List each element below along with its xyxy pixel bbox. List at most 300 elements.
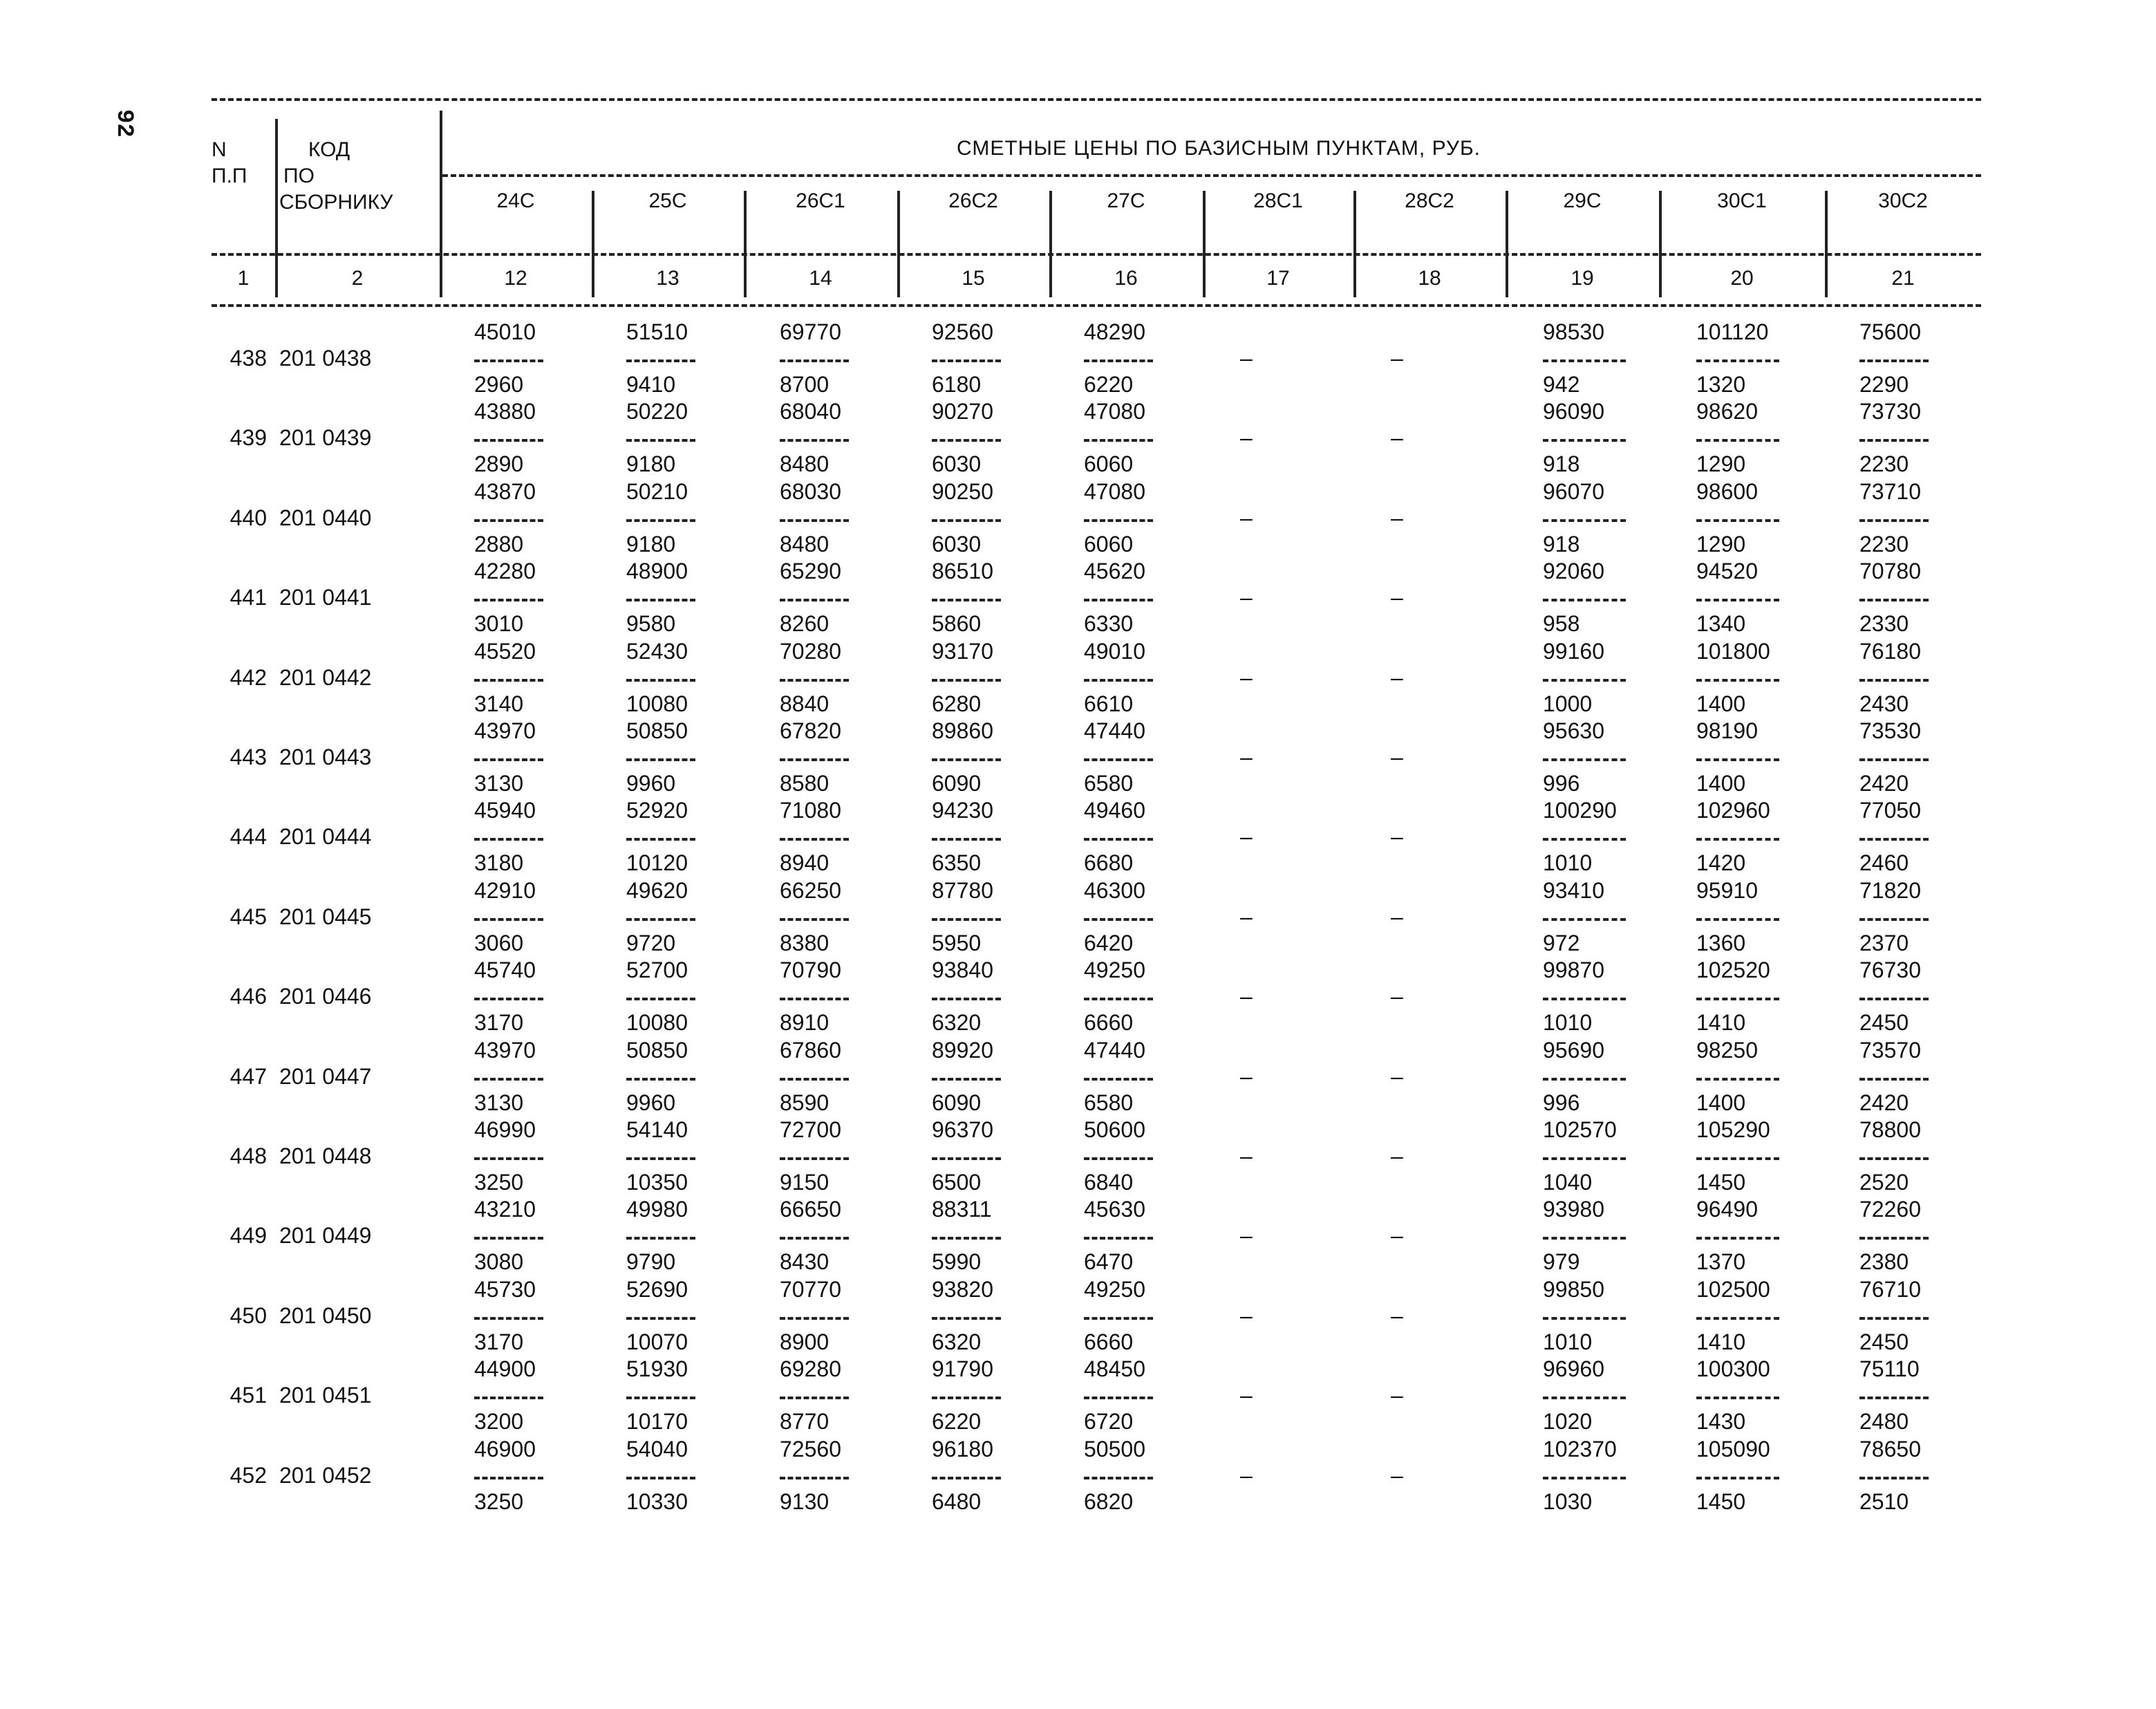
fraction-rule (474, 918, 543, 921)
transport-cost-value: 8480 (780, 451, 829, 477)
fraction-rule (932, 679, 1001, 682)
fraction-rule (626, 439, 695, 442)
row-number: 444 (229, 824, 267, 850)
row-number: 441 (229, 585, 267, 610)
column-number: 21 (1891, 267, 1915, 290)
transport-cost-value: 8580 (780, 771, 829, 796)
price-value: 98530 (1543, 319, 1604, 344)
fraction-rule (1859, 519, 1929, 522)
empty-price-dash: – (1391, 904, 1403, 929)
transport-cost-value: 2960 (474, 372, 524, 397)
price-value: 48900 (626, 559, 688, 584)
transport-cost-value: 1010 (1543, 850, 1593, 876)
price-column-header: 24С (496, 189, 535, 212)
price-value: 105290 (1696, 1117, 1770, 1142)
row-number: 452 (229, 1462, 267, 1488)
price-value: 92060 (1543, 559, 1604, 584)
transport-cost-value: 3060 (474, 930, 524, 955)
row-number: 447 (229, 1063, 267, 1089)
column-number: 19 (1571, 267, 1594, 290)
transport-cost-value: 979 (1543, 1249, 1580, 1275)
fraction-rule (1543, 1237, 1626, 1240)
code-label-line3: СБОРНИКУ (279, 191, 393, 214)
num-label-line1: N (212, 138, 227, 161)
fraction-rule (1543, 838, 1626, 841)
price-value: 50850 (626, 718, 688, 743)
column-number: 15 (962, 267, 985, 290)
fraction-rule (1084, 1078, 1153, 1081)
price-value: 46900 (474, 1436, 536, 1461)
fraction-rule (474, 519, 543, 522)
price-value: 98600 (1696, 478, 1758, 504)
empty-price-dash: – (1240, 585, 1253, 610)
price-value: 65290 (780, 559, 841, 584)
price-value: 105090 (1696, 1436, 1770, 1461)
row-number: 445 (229, 904, 267, 929)
price-column-header: 28С1 (1253, 189, 1303, 212)
price-value: 45940 (474, 798, 536, 823)
transport-cost-value: 6030 (932, 531, 982, 557)
empty-price-dash: – (1240, 1063, 1253, 1089)
price-column-header: 25С (648, 189, 687, 212)
price-value: 52920 (626, 798, 688, 823)
fraction-rule (1859, 1157, 1929, 1160)
empty-price-dash: – (1391, 1063, 1403, 1089)
empty-price-dash: – (1391, 1302, 1403, 1328)
transport-cost-value: 6420 (1084, 930, 1134, 955)
transport-cost-value: 6480 (932, 1488, 982, 1514)
fraction-rule (626, 1237, 695, 1240)
transport-cost-value: 6660 (1084, 1010, 1134, 1036)
empty-price-dash: – (1240, 1302, 1253, 1328)
transport-cost-value: 6840 (1084, 1170, 1134, 1195)
price-value: 93980 (1543, 1197, 1604, 1222)
transport-cost-value: 1430 (1696, 1409, 1746, 1435)
price-value: 96370 (932, 1117, 993, 1142)
transport-cost-value: 6320 (932, 1010, 982, 1036)
transport-cost-value: 1320 (1696, 372, 1746, 397)
price-value: 70770 (780, 1276, 841, 1302)
fraction-rule (780, 439, 849, 442)
transport-cost-value: 8940 (780, 850, 829, 876)
fraction-rule (1859, 439, 1929, 442)
price-value: 50500 (1084, 1436, 1145, 1461)
fraction-rule (1543, 439, 1626, 442)
fraction-rule (1084, 918, 1153, 921)
price-value: 47440 (1084, 718, 1145, 743)
fraction-rule (474, 1397, 543, 1399)
price-value: 89920 (932, 1037, 993, 1063)
price-value: 50210 (626, 478, 688, 504)
price-column-header: 26С2 (948, 189, 998, 212)
transport-cost-value: 2880 (474, 531, 524, 557)
price-value: 72260 (1859, 1197, 1921, 1222)
empty-price-dash: – (1240, 745, 1253, 769)
fraction-rule (474, 1317, 543, 1320)
fraction-rule (1696, 439, 1779, 442)
fraction-rule (474, 1078, 543, 1081)
transport-cost-value: 1450 (1696, 1488, 1746, 1514)
fraction-rule (932, 1317, 1001, 1320)
transport-cost-value: 6090 (932, 1090, 982, 1115)
fraction-rule (1543, 998, 1626, 1000)
price-value: 46990 (474, 1117, 536, 1142)
transport-cost-value: 9720 (626, 930, 676, 955)
transport-cost-value: 9130 (780, 1488, 829, 1514)
price-value: 66650 (780, 1197, 841, 1222)
fraction-rule (1084, 679, 1153, 682)
fraction-rule (932, 439, 1001, 442)
transport-cost-value: 9580 (626, 611, 676, 637)
fraction-rule (1859, 359, 1929, 362)
row-number: 448 (229, 1143, 267, 1168)
price-value: 73730 (1859, 399, 1921, 424)
transport-cost-value: 5990 (932, 1249, 982, 1275)
price-value: 101800 (1696, 638, 1770, 664)
row-code: 201 0440 (279, 505, 372, 530)
fraction-rule (1696, 519, 1779, 522)
price-value: 75600 (1859, 319, 1921, 344)
fraction-rule (626, 679, 695, 682)
empty-price-dash: – (1240, 346, 1253, 371)
transport-cost-value: 2520 (1859, 1170, 1909, 1195)
price-value: 69770 (780, 319, 841, 344)
transport-cost-value: 6330 (1084, 611, 1134, 637)
price-value: 98250 (1696, 1037, 1758, 1063)
price-value: 73530 (1859, 718, 1921, 743)
transport-cost-value: 1290 (1696, 531, 1746, 557)
fraction-rule (626, 1157, 695, 1160)
transport-cost-value: 3010 (474, 611, 524, 637)
price-value: 70280 (780, 638, 841, 664)
fraction-rule (780, 519, 849, 522)
price-value: 48290 (1084, 319, 1145, 344)
price-value: 45520 (474, 638, 536, 664)
price-value: 76180 (1859, 638, 1921, 664)
price-value: 76710 (1859, 1276, 1921, 1302)
fraction-rule (1084, 1237, 1153, 1240)
empty-price-dash: – (1240, 664, 1253, 690)
transport-cost-value: 3170 (474, 1010, 524, 1036)
price-value: 49980 (626, 1197, 688, 1222)
empty-price-dash: – (1391, 824, 1403, 850)
price-value: 52430 (626, 638, 688, 664)
price-value: 99850 (1543, 1276, 1604, 1302)
price-value: 71080 (780, 798, 841, 823)
transport-cost-value: 8480 (780, 531, 829, 557)
transport-cost-value: 9790 (626, 1249, 676, 1275)
empty-price-dash: – (1391, 984, 1403, 1009)
price-value: 90250 (932, 478, 993, 504)
transport-cost-value: 1370 (1696, 1249, 1746, 1275)
transport-cost-value: 2290 (1859, 372, 1909, 397)
row-number: 443 (229, 745, 267, 769)
transport-cost-value: 1450 (1696, 1170, 1746, 1195)
column-number: 20 (1730, 267, 1754, 290)
transport-cost-value: 1400 (1696, 691, 1746, 716)
fraction-rule (1696, 1157, 1779, 1160)
fraction-rule (626, 519, 695, 522)
row-code: 201 0438 (279, 346, 372, 371)
fraction-rule (1084, 359, 1153, 362)
price-value: 90270 (932, 399, 993, 424)
price-value: 102520 (1696, 958, 1770, 983)
transport-cost-value: 8700 (780, 372, 829, 397)
fraction-rule (474, 998, 543, 1000)
price-value: 70790 (780, 958, 841, 983)
row-code: 201 0452 (279, 1462, 372, 1488)
fraction-rule (626, 359, 695, 362)
fraction-rule (932, 1477, 1001, 1479)
price-value: 52690 (626, 1276, 688, 1302)
price-value: 96180 (932, 1436, 993, 1461)
transport-cost-value: 2890 (474, 451, 524, 477)
fraction-rule (780, 758, 849, 761)
fraction-rule (626, 599, 695, 601)
price-value: 102960 (1696, 798, 1770, 823)
row-number: 439 (229, 425, 267, 451)
transport-cost-value: 3130 (474, 771, 524, 796)
price-value: 45740 (474, 958, 536, 983)
fraction-rule (1084, 599, 1153, 601)
fraction-rule (474, 1157, 543, 1160)
price-value: 96090 (1543, 399, 1604, 424)
empty-price-dash: – (1240, 1143, 1253, 1168)
price-value: 67860 (780, 1037, 841, 1063)
transport-cost-value: 10330 (626, 1488, 688, 1514)
transport-cost-value: 8900 (780, 1329, 829, 1354)
empty-price-dash: – (1391, 664, 1403, 690)
transport-cost-value: 1000 (1543, 691, 1593, 716)
price-value: 93840 (932, 958, 993, 983)
transport-cost-value: 1360 (1696, 930, 1746, 955)
row-code: 201 0441 (279, 585, 372, 610)
price-value: 43870 (474, 478, 536, 504)
transport-cost-value: 972 (1543, 930, 1580, 955)
column-number: 12 (504, 267, 527, 290)
transport-cost-value: 6500 (932, 1170, 982, 1195)
fraction-rule (1696, 1477, 1779, 1479)
price-value: 98190 (1696, 718, 1758, 743)
row-code: 201 0442 (279, 664, 372, 690)
price-value: 98620 (1696, 399, 1758, 424)
fraction-rule (1696, 918, 1779, 921)
price-value: 43210 (474, 1197, 536, 1222)
row-code: 201 0450 (279, 1302, 372, 1328)
transport-cost-value: 6660 (1084, 1329, 1134, 1354)
price-value: 100300 (1696, 1356, 1770, 1382)
row-code: 201 0444 (279, 824, 372, 850)
column-number: 13 (656, 267, 679, 290)
transport-cost-value: 1040 (1543, 1170, 1593, 1195)
transport-cost-value: 918 (1543, 531, 1580, 557)
empty-price-dash: – (1391, 1462, 1403, 1488)
transport-cost-value: 2450 (1859, 1010, 1909, 1036)
price-value: 93170 (932, 638, 993, 664)
transport-cost-value: 6060 (1084, 531, 1134, 557)
row-code: 201 0451 (279, 1383, 372, 1408)
price-value: 47080 (1084, 478, 1145, 504)
fraction-rule (1696, 1237, 1779, 1240)
fraction-rule (1543, 519, 1626, 522)
column-number: 2 (351, 267, 364, 290)
price-value: 99160 (1543, 638, 1604, 664)
price-value: 45620 (1084, 559, 1145, 584)
transport-cost-value: 1010 (1543, 1010, 1593, 1036)
fraction-rule (1543, 1477, 1626, 1479)
row-number: 440 (229, 505, 267, 530)
fraction-rule (932, 1078, 1001, 1081)
fraction-rule (932, 519, 1001, 522)
transport-cost-value: 10080 (626, 1010, 688, 1036)
price-value: 42280 (474, 559, 536, 584)
fraction-rule (1543, 359, 1626, 362)
transport-cost-value: 2420 (1859, 771, 1909, 796)
fraction-rule (780, 998, 849, 1000)
fraction-rule (1543, 599, 1626, 601)
price-value: 89860 (932, 718, 993, 743)
price-column-header: 26С1 (796, 189, 845, 212)
transport-cost-value: 2370 (1859, 930, 1909, 955)
price-value: 96960 (1543, 1356, 1604, 1382)
num-label-line2: П.П (212, 165, 247, 187)
fraction-rule (474, 439, 543, 442)
transport-cost-value: 6220 (932, 1409, 982, 1435)
price-value: 67820 (780, 718, 841, 743)
transport-cost-value: 8840 (780, 691, 829, 716)
fraction-rule (1696, 679, 1779, 682)
fraction-rule (1859, 998, 1929, 1000)
fraction-rule (1696, 1078, 1779, 1081)
price-value: 72700 (780, 1117, 841, 1142)
empty-price-dash: – (1240, 1462, 1253, 1488)
transport-cost-value: 6680 (1084, 850, 1134, 876)
fraction-rule (1859, 838, 1929, 841)
transport-cost-value: 9180 (626, 451, 676, 477)
transport-cost-value: 8770 (780, 1409, 829, 1435)
transport-cost-value: 9960 (626, 771, 676, 796)
fraction-rule (932, 1237, 1001, 1240)
fraction-rule (1084, 998, 1153, 1000)
price-value: 95630 (1543, 718, 1604, 743)
empty-price-dash: – (1240, 425, 1253, 451)
price-value: 49460 (1084, 798, 1145, 823)
transport-cost-value: 9410 (626, 372, 676, 397)
column-number: 17 (1266, 267, 1290, 290)
empty-price-dash: – (1391, 1143, 1403, 1168)
price-value: 95690 (1543, 1037, 1604, 1063)
transport-cost-value: 6030 (932, 451, 982, 477)
transport-cost-value: 6720 (1084, 1409, 1134, 1435)
table-title: СМЕТНЫЕ ЦЕНЫ ПО БАЗИСНЫМ ПУНКТАМ, РУБ. (957, 137, 1481, 160)
price-value: 102570 (1543, 1117, 1617, 1142)
row-code: 201 0446 (279, 984, 372, 1009)
transport-cost-value: 918 (1543, 451, 1580, 477)
fraction-rule (1084, 758, 1153, 761)
transport-cost-value: 1400 (1696, 1090, 1746, 1115)
price-value: 88311 (932, 1197, 992, 1222)
transport-cost-value: 958 (1543, 611, 1580, 637)
fraction-rule (780, 1477, 849, 1479)
price-value: 45010 (474, 319, 536, 344)
transport-cost-value: 2330 (1859, 611, 1909, 637)
transport-cost-value: 2420 (1859, 1090, 1909, 1115)
fraction-rule (1543, 1078, 1626, 1081)
transport-cost-value: 1420 (1696, 850, 1746, 876)
fraction-rule (474, 1237, 543, 1240)
fraction-rule (1084, 439, 1153, 442)
fraction-rule (932, 599, 1001, 601)
price-value: 66250 (780, 877, 841, 903)
transport-cost-value: 3130 (474, 1090, 524, 1115)
transport-cost-value: 942 (1543, 372, 1580, 397)
fraction-rule (474, 679, 543, 682)
column-number: 14 (809, 267, 832, 290)
fraction-rule (1859, 1078, 1929, 1081)
price-value: 94520 (1696, 559, 1758, 584)
transport-cost-value: 996 (1543, 1090, 1580, 1115)
transport-cost-value: 1290 (1696, 451, 1746, 477)
empty-price-dash: – (1391, 745, 1403, 769)
fraction-rule (780, 359, 849, 362)
price-value: 50850 (626, 1037, 688, 1063)
fraction-rule (1859, 599, 1929, 601)
transport-cost-value: 8430 (780, 1249, 829, 1275)
transport-cost-value: 6820 (1084, 1488, 1134, 1514)
code-label-line1: КОД (308, 138, 350, 161)
fraction-rule (780, 1317, 849, 1320)
price-value: 72560 (780, 1436, 841, 1461)
price-value: 87780 (932, 877, 993, 903)
price-value: 73710 (1859, 478, 1921, 504)
fraction-rule (626, 838, 695, 841)
transport-cost-value: 6060 (1084, 451, 1134, 477)
price-column-header: 28С2 (1405, 189, 1454, 212)
transport-cost-value: 9150 (780, 1170, 829, 1195)
fraction-rule (932, 838, 1001, 841)
fraction-rule (1543, 758, 1626, 761)
empty-price-dash: – (1240, 824, 1253, 850)
transport-cost-value: 6580 (1084, 771, 1134, 796)
fraction-rule (780, 679, 849, 682)
fraction-rule (1084, 1317, 1153, 1320)
fraction-rule (780, 838, 849, 841)
price-value: 68040 (780, 399, 841, 424)
transport-cost-value: 3180 (474, 850, 524, 876)
price-value: 101120 (1696, 319, 1769, 344)
transport-cost-value: 6320 (932, 1329, 982, 1354)
price-value: 48450 (1084, 1356, 1145, 1382)
price-column-header: 27С (1107, 189, 1145, 212)
page-number: 92 (111, 109, 137, 138)
transport-cost-value: 3200 (474, 1409, 524, 1435)
empty-price-dash: – (1391, 346, 1403, 371)
fraction-rule (1696, 599, 1779, 601)
empty-price-dash: – (1240, 505, 1253, 530)
transport-cost-value: 6470 (1084, 1249, 1134, 1275)
row-number: 451 (229, 1383, 267, 1408)
row-code: 201 0448 (279, 1143, 372, 1168)
fraction-rule (780, 1157, 849, 1160)
transport-cost-value: 2460 (1859, 850, 1909, 876)
fraction-rule (1859, 1317, 1929, 1320)
price-value: 78800 (1859, 1117, 1921, 1142)
price-value: 49010 (1084, 638, 1145, 664)
fraction-rule (1543, 918, 1626, 921)
fraction-rule (932, 918, 1001, 921)
transport-cost-value: 2380 (1859, 1249, 1909, 1275)
fraction-rule (1859, 679, 1929, 682)
